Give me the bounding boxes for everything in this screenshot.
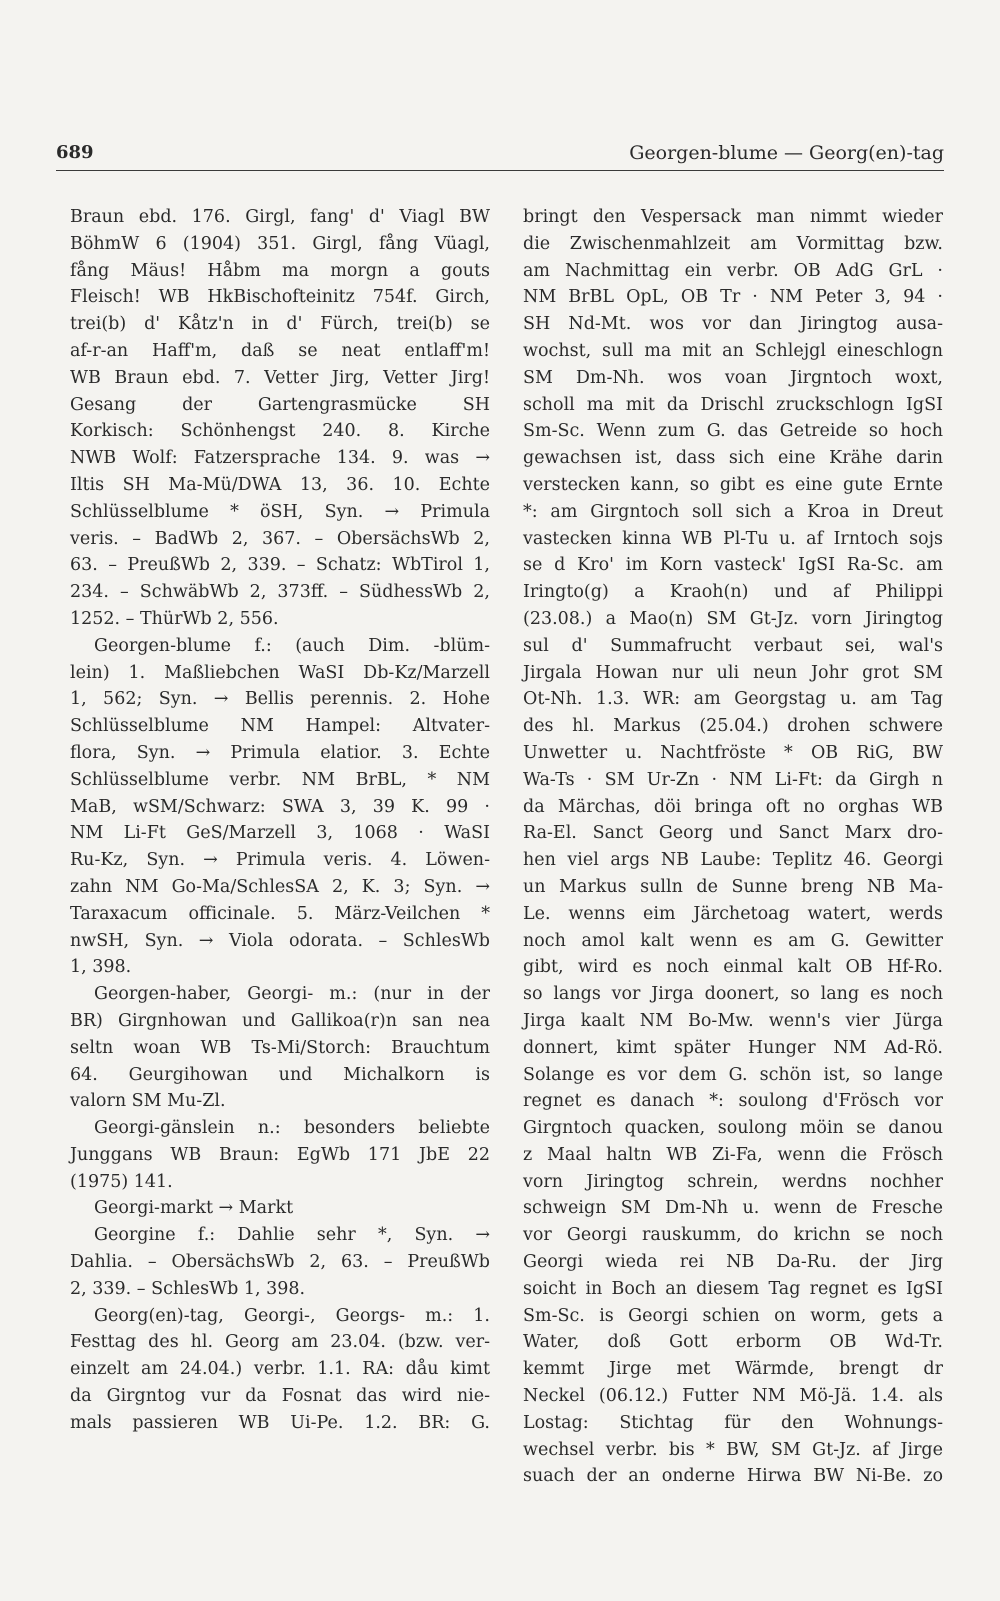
text-line: NWB Wolf: Fatzersprache 134. 9. was →	[70, 448, 490, 469]
text-line: Ru-Kz, Syn. → Primula veris. 4. Löwen-	[70, 850, 490, 871]
text-line: SH Nd-Mt. wos vor dan Jiringtog ausa-	[523, 314, 943, 335]
text-line: vastecken kinna WB Pl-Tu u. af Irntoch sojs	[523, 528, 943, 549]
text-line: BR) Girgnhowan und Gallikoa(r)n san nea	[70, 1010, 490, 1031]
text-line: einzelt am 24.04.) verbr. 1.1. RA: dåu kimt	[70, 1359, 490, 1380]
text-line: flora, Syn. → Primula elatior. 3. Echte	[70, 742, 490, 763]
page-number: 689	[56, 142, 94, 163]
text-line: af-r-an Haff'm, daß se neat entlaff'm!	[70, 340, 490, 361]
text-line: Wa-Ts · SM Ur-Zn · NM Li-Ft: da Girgh n	[523, 769, 943, 790]
text-line: Fleisch! WB HkBischofteinitz 754f. Girch,	[70, 287, 490, 308]
text-line: vor Georgi rauskumm, do krichn se noch	[523, 1225, 943, 1246]
text-line: Schlüsselblume verbr. NM BrBL, * NM	[70, 769, 490, 790]
text-line: NM BrBL OpL, OB Tr · NM Peter 3, 94 ·	[523, 287, 943, 308]
text-line: seltn woan WB Ts-Mi/Storch: Brauchtum	[70, 1037, 490, 1058]
text-line: se d Kro' im Korn vasteck' IgSI Ra-Sc. am	[523, 555, 943, 576]
entry-headword-line: Georgen-haber, Georgi- m.: (nur in der	[94, 984, 490, 1005]
text-line: Georgi wieda rei NB Da-Ru. der Jirg	[523, 1252, 943, 1273]
running-head: Georgen-blume — Georg(en)-tag	[629, 142, 944, 164]
text-line: des hl. Markus (25.04.) drohen schwere	[523, 716, 943, 737]
entry-headword-line: Georg(en)-tag, Georgi-, Georgs- m.: 1.	[94, 1305, 490, 1326]
text-line: Gesang der Gartengrasmücke SH	[70, 394, 490, 415]
text-line: Sm-Sc. Wenn zum G. das Getreide so hoch	[523, 421, 943, 442]
text-line: verstecken kann, so gibt es eine gute Ernte	[523, 474, 943, 495]
text-line: BöhmW 6 (1904) 351. Girgl, fång Vüagl,	[70, 233, 490, 254]
text-line: gewachsen ist, dass sich eine Krähe darin	[523, 448, 943, 469]
text-line: Dahlia. – ObersächsWb 2, 63. – PreußWb	[70, 1252, 490, 1273]
text-line: donnert, kimt später Hunger NM Ad-Rö.	[523, 1037, 943, 1058]
text-line: NM Li-Ft GeS/Marzell 3, 1068 · WaSI	[70, 823, 490, 844]
entry-headword-line: Georgi-markt → Markt	[94, 1198, 294, 1219]
text-line: mals passieren WB Ui-Pe. 1.2. BR: G.	[70, 1412, 490, 1433]
text-line: 234. – SchwäbWb 2, 373ff. – SüdhessWb 2,	[70, 582, 490, 603]
text-line: Le. wenns eim Järchetoag watert, werds	[523, 903, 943, 924]
text-line: so langs vor Jirga doonert, so lang es noch	[523, 984, 943, 1005]
text-line: un Markus sulln de Sunne breng NB Ma-	[523, 876, 943, 897]
text-line: kemmt Jirge met Wärmde, brengt dr	[523, 1359, 943, 1380]
text-line: Braun ebd. 176. Girgl, fang' d' Viagl BW	[70, 207, 490, 227]
entry-headword-line: Georgine f.: Dahlie sehr *, Syn. →	[94, 1225, 490, 1246]
page-header	[56, 142, 944, 171]
text-line: Iringto(g) a Kraoh(n) und af Philippi	[523, 582, 943, 603]
text-line: *: am Girgntoch soll sich a Kroa in Dreut	[523, 501, 943, 522]
text-line: da Girgntog vur da Fosnat das wird nie-	[70, 1386, 490, 1407]
text-line: 1, 398.	[70, 957, 132, 978]
text-line: noch amol kalt wenn es am G. Gewitter	[523, 930, 943, 951]
text-line: Junggans WB Braun: EgWb 171 JbE 22	[70, 1144, 490, 1165]
text-line: am Nachmittag ein verbr. OB AdG GrL ·	[523, 260, 943, 281]
text-line: scholl ma mit da Drischl zruckschlogn IgSI	[523, 394, 943, 415]
text-line: Water, doß Gott erborm OB Wd-Tr.	[523, 1332, 943, 1353]
text-line: Iltis SH Ma-Mü/DWA 13, 36. 10. Echte	[70, 474, 490, 495]
text-line: hen viel args NB Laube: Teplitz 46. Georgi	[523, 850, 943, 871]
text-line: z Maal haltn WB Zi-Fa, wenn die Frösch	[523, 1144, 943, 1165]
text-line: zahn NM Go-Ma/SchlesSA 2, K. 3; Syn. →	[70, 876, 490, 897]
text-line: valorn SM Mu-Zl.	[70, 1091, 226, 1112]
entry-headword-line: Georgi-gänslein n.: besonders beliebte	[94, 1118, 490, 1139]
text-line: da Märchas, döi bringa oft no orghas WB	[523, 796, 943, 817]
text-line: schweign SM Dm-Nh u. wenn de Fresche	[523, 1198, 943, 1219]
text-line: bringt den Vespersack man nimmt wieder	[523, 207, 943, 227]
text-line: 2, 339. – SchlesWb 1, 398.	[70, 1278, 306, 1299]
text-line: gibt, wird es noch einmal kalt OB Hf-Ro.	[523, 957, 943, 978]
text-line: MaB, wSM/Schwarz: SWA 3, 39 K. 99 ·	[70, 796, 490, 817]
right-column	[523, 204, 943, 1490]
text-line: 1252. – ThürWb 2, 556.	[70, 608, 279, 629]
text-line: Girgntoch quacken, soulong möin se danou	[523, 1118, 943, 1139]
text-line: SM Dm-Nh. wos voan Jirgntoch woxt,	[523, 367, 943, 388]
text-line: Schlüsselblume * öSH, Syn. → Primula	[70, 501, 490, 522]
text-line: 64. Geurgihowan und Michalkorn is	[70, 1064, 490, 1085]
text-line: Taraxacum officinale. 5. März-Veilchen *	[70, 903, 490, 924]
entry-headword-line: Georgen-blume f.: (auch Dim. -blüm-	[94, 635, 490, 656]
text-line: 1, 562; Syn. → Bellis perennis. 2. Hohe	[70, 689, 490, 710]
text-line: veris. – BadWb 2, 367. – ObersächsWb 2,	[70, 528, 490, 549]
left-column	[70, 204, 490, 1437]
text-line: Lostag: Stichtag für den Wohnungs-	[523, 1412, 943, 1433]
text-line: Korkisch: Schönhengst 240. 8. Kirche	[70, 421, 490, 442]
text-line: sul d' Summafrucht verbaut sei, wal's	[523, 635, 943, 656]
text-line: wochst, sull ma mit an Schlejgl eineschlogn	[523, 340, 943, 361]
text-line: nwSH, Syn. → Viola odorata. – SchlesWb	[70, 930, 490, 951]
text-line: suach der an onderne Hirwa BW Ni-Be. zo	[523, 1466, 943, 1487]
text-line: Solange es vor dem G. schön ist, so lange	[523, 1064, 943, 1085]
text-line: trei(b) d' Kåtz'n in d' Fürch, trei(b) se	[70, 314, 490, 335]
text-line: vorn Jiringtog schrein, werdns nochher	[523, 1171, 943, 1192]
text-line: Jirgala Howan nur uli neun Johr grot SM	[523, 662, 943, 683]
text-line: Sm-Sc. is Georgi schien on worm, gets a	[523, 1305, 943, 1326]
text-line: die Zwischenmahlzeit am Vormittag bzw.	[523, 233, 943, 254]
text-line: fång Mäus! Håbm ma morgn a gouts	[70, 260, 490, 281]
text-line: WB Braun ebd. 7. Vetter Jirg, Vetter Jirg!	[70, 367, 490, 388]
text-line: Schlüsselblume NM Hampel: Altvater-	[70, 716, 490, 737]
text-line: Ot-Nh. 1.3. WR: am Georgstag u. am Tag	[523, 689, 943, 710]
text-line: Jirga kaalt NM Bo-Mw. wenn's vier Jürga	[523, 1010, 943, 1031]
text-line: Ra-El. Sanct Georg und Sanct Marx dro-	[523, 823, 943, 844]
text-line: (23.08.) a Mao(n) SM Gt-Jz. vorn Jiringtog	[523, 608, 943, 629]
text-line: (1975) 141.	[70, 1171, 173, 1192]
text-line: wechsel verbr. bis * BW, SM Gt-Jz. af Jirge	[523, 1439, 943, 1460]
text-line: soicht in Boch an diesem Tag regnet es IgSI	[523, 1278, 943, 1299]
text-line: Neckel (06.12.) Futter NM Mö-Jä. 1.4. als	[523, 1386, 943, 1407]
text-line: 63. – PreußWb 2, 339. – Schatz: WbTirol 1,	[70, 555, 490, 576]
text-line: Unwetter u. Nachtfröste * OB RiG, BW	[523, 742, 943, 763]
text-line: lein) 1. Maßliebchen WaSI Db-Kz/Marzell	[70, 662, 490, 683]
text-line: Festtag des hl. Georg am 23.04. (bzw. ver-	[70, 1332, 490, 1353]
text-line: regnet es danach *: soulong d'Frösch vor	[523, 1091, 943, 1112]
